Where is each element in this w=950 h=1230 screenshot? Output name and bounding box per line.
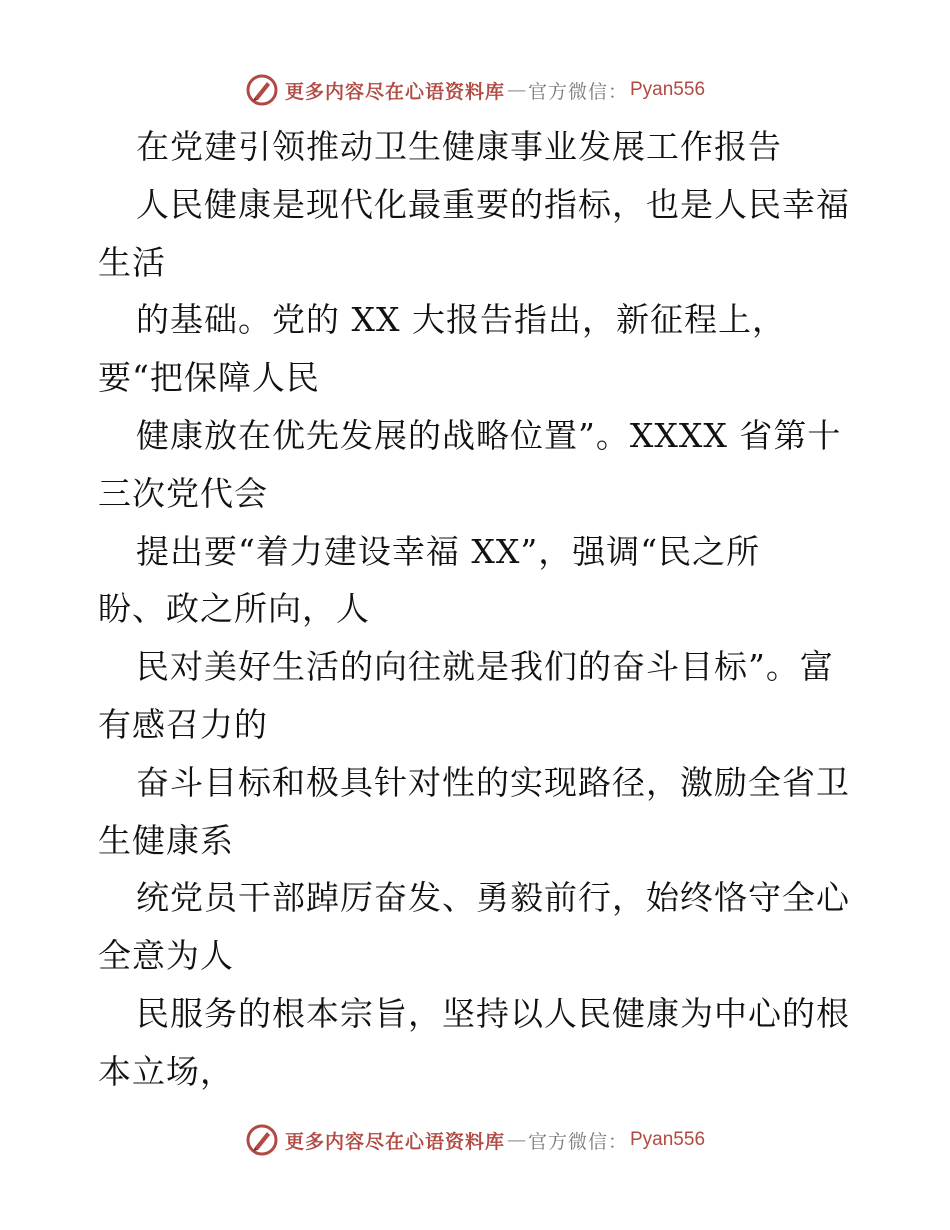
text-line: 生活 (98, 242, 166, 282)
text-line: 健康放在优先发展的战略位置”。XXXX 省第十 (136, 415, 842, 455)
text-line: 人民健康是现代化最重要的指标，也是人民幸福 (136, 184, 850, 224)
text-line: 全意为人 (98, 936, 234, 976)
text-line: 盼、政之所向，人 (98, 589, 370, 629)
text-line: 要“把保障人民 (98, 358, 320, 398)
text-line: 的基础。党的 XX 大报告指出，新征程上， (136, 300, 786, 340)
text-line: 三次党代会 (98, 473, 268, 513)
text-line: 统党员干部踔厉奋发、勇毅前行，始终恪守全心 (136, 878, 850, 918)
banner-title: 更多内容尽在心语资料库 (284, 1130, 505, 1153)
header-banner (0, 70, 950, 110)
pen-logo-icon (245, 1123, 279, 1157)
text-line: 提出要“着力建设幸福 XX”，强调“民之所 (136, 531, 761, 571)
pen-logo-icon (245, 73, 279, 107)
text-line: 奋斗目标和极具针对性的实现路径，激励全省卫 (136, 762, 850, 802)
banner-dash: — (506, 1129, 526, 1151)
text-line: 民对美好生活的向往就是我们的奋斗目标”。富 (136, 647, 834, 687)
text-line: 生健康系 (98, 820, 234, 860)
banner-title: 更多内容尽在心语资料库 (284, 80, 505, 103)
banner-dash: — (506, 79, 526, 101)
text-line: 民服务的根本宗旨，坚持以人民健康为中心的根 (136, 993, 850, 1033)
banner-wechat-id: Pyan556 (630, 1129, 706, 1150)
footer-banner (0, 1120, 950, 1160)
document-title: 在党建引领推动卫生健康事业发展工作报告 (136, 127, 782, 166)
banner-wechat-label: 官方微信： (527, 80, 628, 103)
text-line: 有感召力的 (98, 704, 268, 744)
text-line: 本立场， (98, 1051, 234, 1091)
banner-wechat-label: 官方微信： (527, 1130, 628, 1153)
banner-wechat-id: Pyan556 (630, 79, 706, 100)
document-body (98, 118, 868, 1101)
